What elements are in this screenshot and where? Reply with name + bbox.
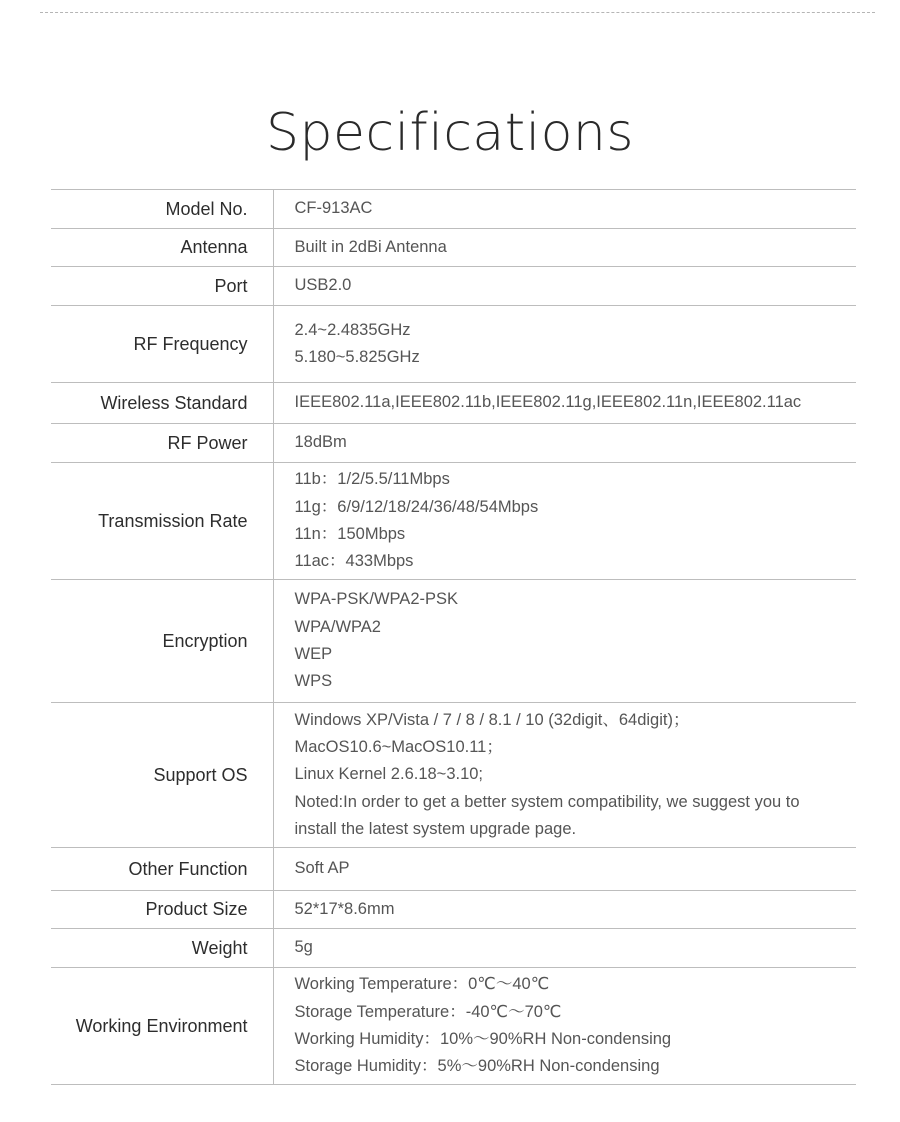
spec-label: Antenna bbox=[51, 229, 273, 267]
spec-value bbox=[273, 463, 856, 580]
spec-value-line: 5g bbox=[294, 938, 313, 957]
spec-row bbox=[51, 891, 856, 929]
spec-value-line: install the latest system upgrade page. bbox=[294, 819, 577, 838]
spec-value-line: WPS bbox=[294, 672, 333, 691]
spec-value-line: Working Humidity：10%～90%RH Non-condensing bbox=[294, 1030, 672, 1048]
spec-value-line: 11n：150Mbps bbox=[294, 525, 406, 543]
spec-value bbox=[273, 190, 856, 229]
spec-label: Wireless Standard bbox=[51, 383, 273, 424]
spec-row bbox=[51, 968, 856, 1085]
spec-value bbox=[273, 580, 856, 703]
spec-row bbox=[51, 383, 856, 424]
spec-value-line: 18dBm bbox=[294, 433, 347, 452]
spec-label: Product Size bbox=[51, 891, 273, 929]
spec-value bbox=[273, 929, 856, 968]
spec-value-line: Linux Kernel 2.6.18~3.10; bbox=[294, 765, 484, 784]
spec-value-line: Soft AP bbox=[294, 859, 350, 878]
spec-label: RF Frequency bbox=[51, 306, 273, 383]
spec-row bbox=[51, 190, 856, 229]
spec-value-line: Working Temperature：0℃～40℃ bbox=[294, 975, 550, 994]
spec-row bbox=[51, 306, 856, 383]
spec-row bbox=[51, 580, 856, 703]
spec-value bbox=[273, 968, 856, 1085]
spec-value-line: 52*17*8.6mm bbox=[294, 899, 395, 918]
spec-label: Port bbox=[51, 267, 273, 306]
spec-value-line: Noted:In order to get a better system compatibility, we suggest you to bbox=[294, 792, 800, 811]
spec-value-line: Windows XP/Vista / 7 / 8 / 8.1 / 10 (32digit、64digit)； bbox=[294, 710, 690, 729]
spec-row bbox=[51, 229, 856, 267]
spec-value-line: 5.180~5.825GHz bbox=[294, 348, 420, 366]
spec-value-line: 11ac：433Mbps bbox=[294, 552, 414, 571]
spec-value bbox=[273, 424, 856, 463]
spec-value-line: 11b：1/2/5.5/11Mbps bbox=[294, 470, 450, 489]
spec-value-line: 2.4~2.4835GHz bbox=[294, 320, 411, 339]
spec-value-line: Storage Humidity：5%～90%RH Non-condensing bbox=[294, 1057, 660, 1076]
spec-row bbox=[51, 929, 856, 968]
specifications-table bbox=[51, 189, 856, 1085]
spec-value-line: USB2.0 bbox=[294, 276, 352, 295]
spec-label: Working Environment bbox=[51, 968, 273, 1085]
spec-value bbox=[273, 891, 856, 929]
spec-value bbox=[273, 229, 856, 267]
spec-value-line: CF-913AC bbox=[294, 199, 373, 218]
spec-label: Transmission Rate bbox=[51, 463, 273, 580]
top-dashed-divider bbox=[40, 12, 875, 13]
spec-label: Weight bbox=[51, 929, 273, 968]
spec-label: RF Power bbox=[51, 424, 273, 463]
spec-row bbox=[51, 267, 856, 306]
spec-label: Encryption bbox=[51, 580, 273, 703]
spec-value bbox=[273, 848, 856, 891]
page-title: Specifications bbox=[266, 102, 634, 163]
spec-value bbox=[273, 306, 856, 383]
spec-value-line: IEEE802.11a,IEEE802.11b,IEEE802.11g,IEEE802.11n,IEEE802.11ac bbox=[294, 393, 802, 412]
spec-value-line: WPA/WPA2 bbox=[294, 617, 381, 636]
spec-row bbox=[51, 463, 856, 580]
spec-label: Support OS bbox=[51, 703, 273, 848]
spec-value bbox=[273, 383, 856, 424]
specifications-table-body bbox=[51, 190, 856, 1085]
spec-value-line: MacOS10.6~MacOS10.11； bbox=[294, 738, 503, 757]
spec-value bbox=[273, 703, 856, 848]
spec-row bbox=[51, 848, 856, 891]
spec-row bbox=[51, 703, 856, 848]
spec-value-line: WPA-PSK/WPA2-PSK bbox=[294, 590, 459, 609]
spec-label: Other Function bbox=[51, 848, 273, 891]
spec-value-line: Storage Temperature：-40℃～70℃ bbox=[294, 1002, 562, 1021]
spec-label: Model No. bbox=[51, 190, 273, 229]
spec-value-line: WEP bbox=[294, 645, 333, 663]
spec-value-line: 11g：6/9/12/18/24/36/48/54Mbps bbox=[294, 497, 539, 516]
spec-value-line: Built in 2dBi Antenna bbox=[294, 237, 447, 256]
spec-row bbox=[51, 424, 856, 463]
spec-value bbox=[273, 267, 856, 306]
